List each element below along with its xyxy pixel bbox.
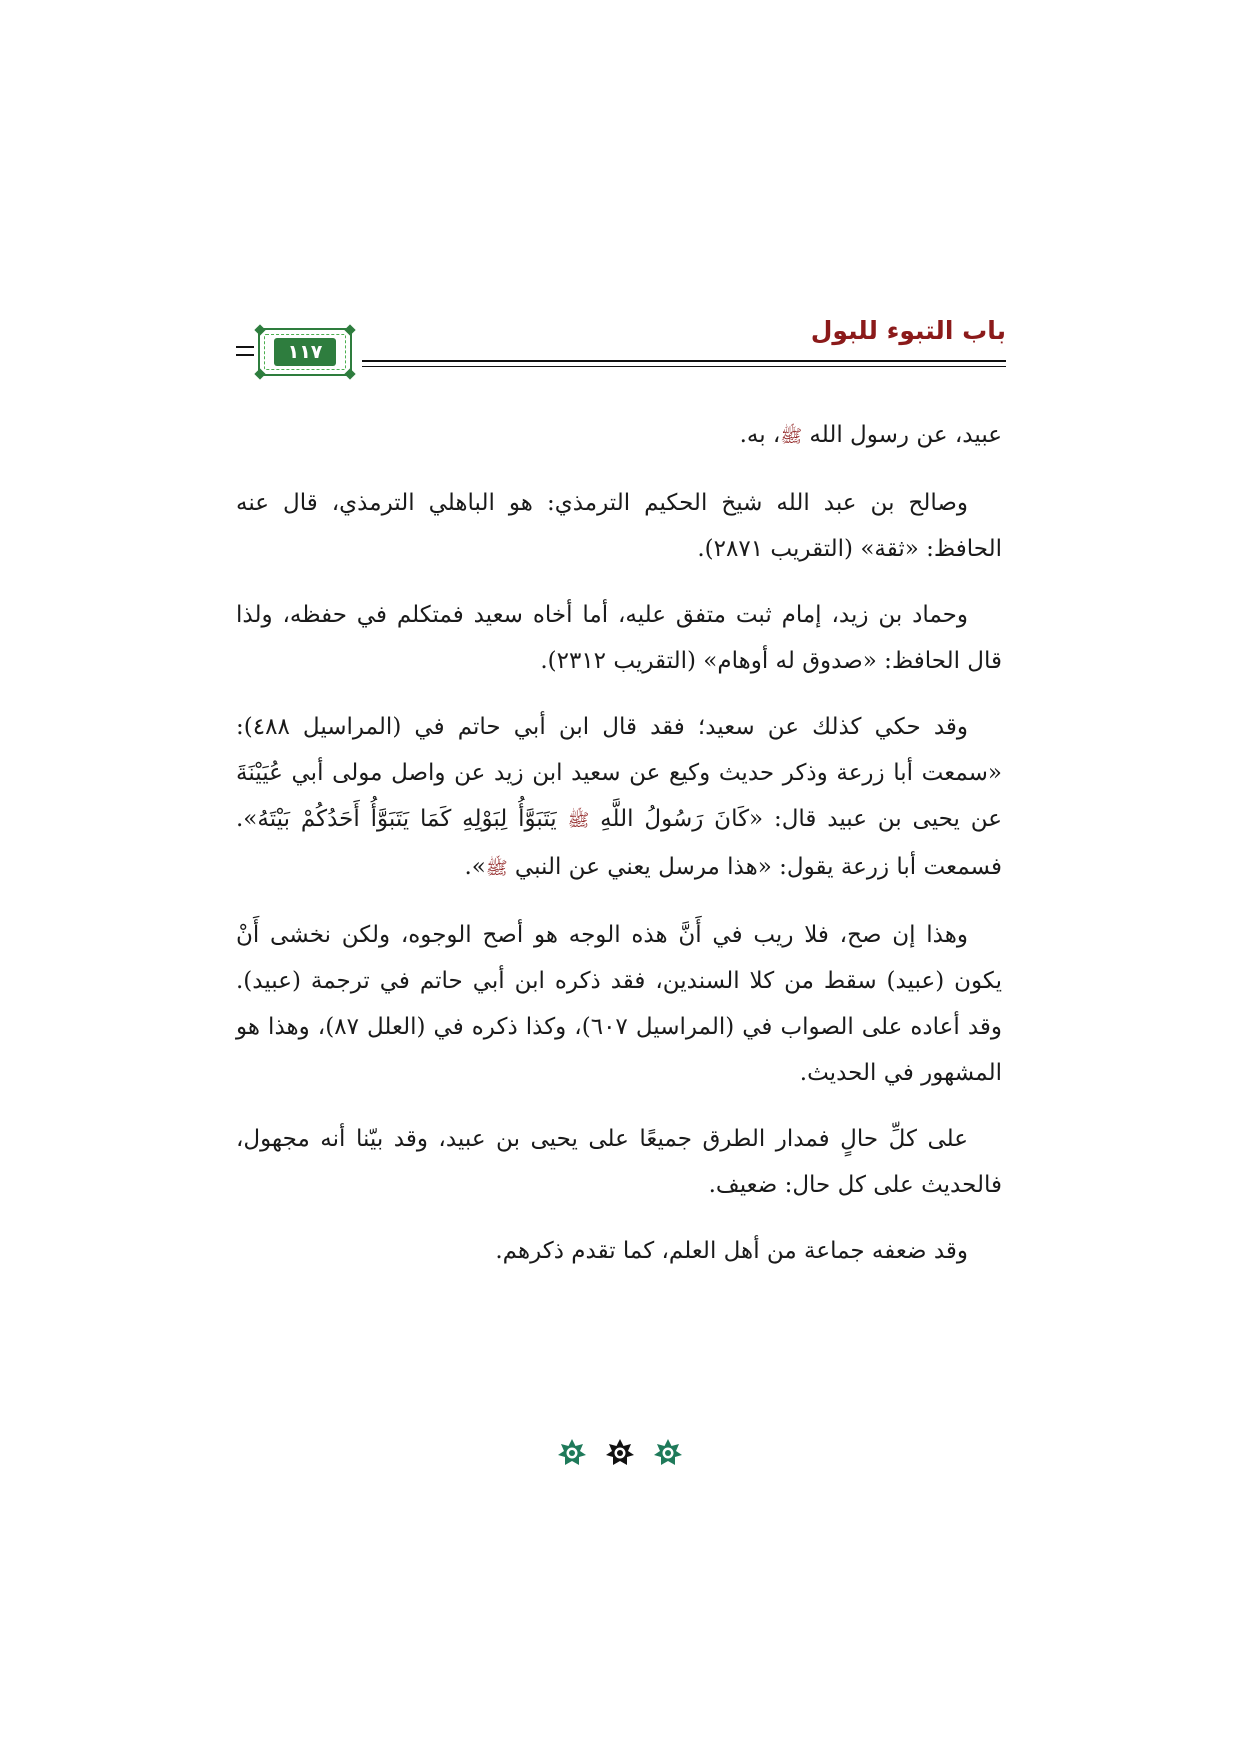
paragraph-text: وهذا إن صح، فلا ريب في أَنَّ هذه الوجه هو أصح الوجوه، ولكن نخشى أَنْ يكون (عبيد) سقط من كلا السندين، فقد ذكره ابن أبي حاتم في ترجمة (عبيد). وقد أعاده على الصواب في (المراسيل ٦٠٧)، وكذا ذكره في (العلل ٨٧)، وهذا هو المشهور في الحديث.	[236, 922, 1002, 1086]
paragraph-text: على كلِّ حالٍ فمدار الطرق جميعًا على يحيى بن عبيد، وقد بيّنا أنه مجهول، فالحديث على كل حال: ضعيف.	[236, 1126, 1002, 1198]
paragraph	[236, 592, 1002, 684]
paragraph	[236, 912, 1002, 1096]
header-rule-bottom	[362, 366, 1006, 367]
paragraph	[236, 1228, 1002, 1274]
paragraph-text: وحماد بن زيد، إمام ثبت متفق عليه، أما أخاه سعيد فمتكلم في حفظه، ولذا قال الحافظ: «صدوق له أوهام» (التقريب ٢٣١٢).	[236, 602, 1002, 674]
header-rule-left-top	[236, 346, 254, 348]
header-rule-left-bottom	[236, 354, 254, 356]
paragraph-text: يَتَبَوَّأُ لِبَوْلِهِ كَمَا يَتَبَوَّأُ أَحَدُكُمْ بَيْتَهُ». فسمعت أبا زرعة يقول: «هذا مرسل يعني عن النبي	[236, 806, 1002, 880]
chapter-title: باب التبوء للبول	[810, 316, 1006, 345]
paragraph-text: وقد حكي كذلك عن سعيد؛ فقد قال ابن أبي حاتم في (المراسيل ٤٨٨): «سمعت أبا زرعة وذكر حديث وكيع عن سعيد ابن زيد عن واصل مولى أبي عُيَيْنَةَ عن يحيى بن عبيد قال: «كَانَ رَسُولُ اللَّهِ	[236, 714, 1002, 832]
green-star-icon	[557, 1438, 587, 1472]
green-star-icon	[653, 1438, 683, 1472]
paragraph	[236, 412, 1002, 460]
honorific-glyph: ﷺ	[780, 426, 803, 447]
honorific-glyph: ﷺ	[485, 858, 508, 879]
paragraph-text: عبيد، عن رسول الله	[802, 422, 1002, 448]
black-star-icon	[605, 1438, 635, 1472]
honorific-glyph: ﷺ	[567, 810, 590, 831]
paragraph	[236, 704, 1002, 892]
section-end-ornament	[0, 1438, 1240, 1472]
paragraph	[236, 480, 1002, 572]
page-number-badge	[258, 328, 352, 376]
paragraph-text: ».	[464, 854, 486, 880]
paragraph	[236, 1116, 1002, 1208]
page-number: ١١٧	[274, 338, 337, 366]
paragraph-text: ، به.	[739, 422, 781, 448]
paragraph-text: وقد ضعفه جماعة من أهل العلم، كما تقدم ذكرهم.	[495, 1238, 968, 1264]
header-rule-top	[362, 360, 1006, 362]
body-text	[236, 412, 1002, 1294]
page-header	[236, 316, 1006, 386]
paragraph-text: وصالح بن عبد الله شيخ الحكيم الترمذي: هو الباهلي الترمذي، قال عنه الحافظ: «ثقة» (التقريب ٢٨٧١).	[236, 490, 1002, 562]
